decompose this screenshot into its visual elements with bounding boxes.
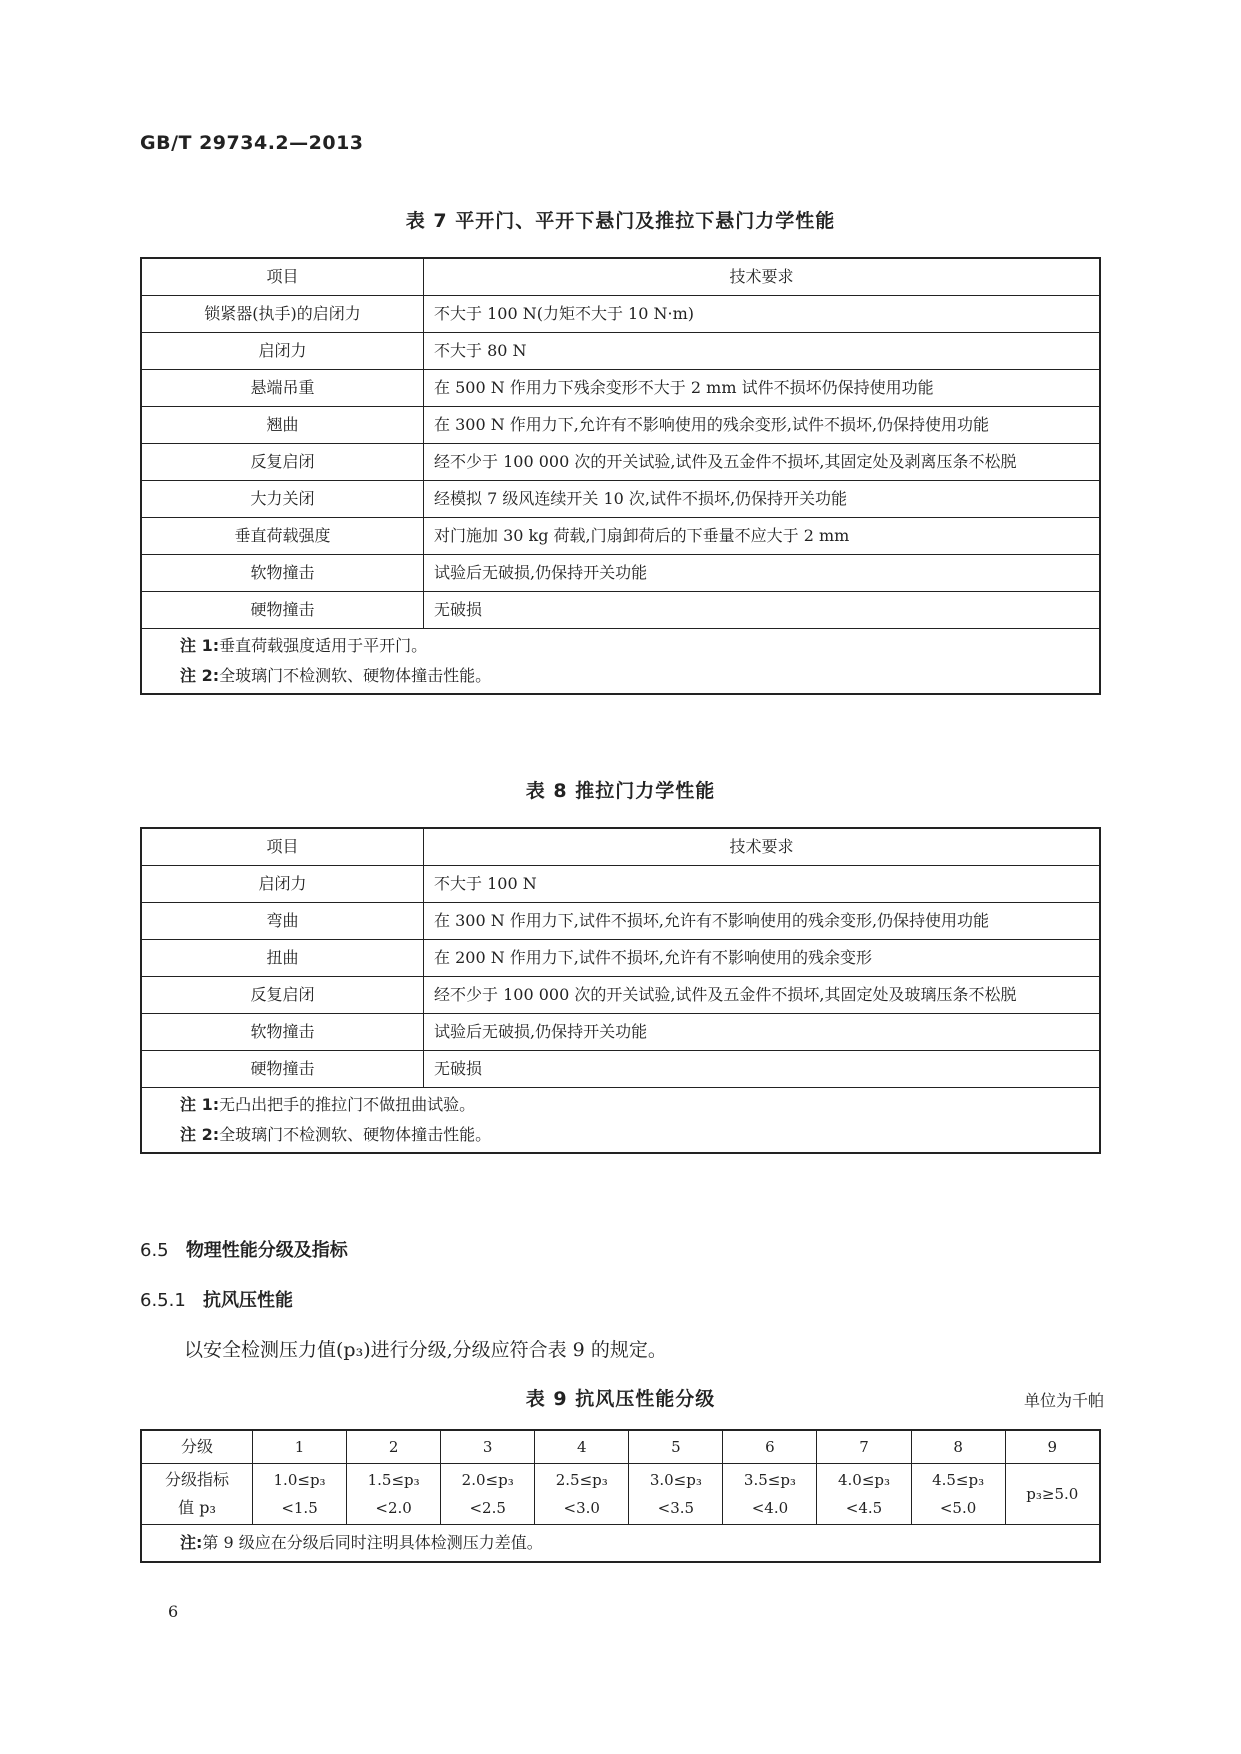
table-row: [141, 1430, 1100, 1464]
table7-req: 经模拟 7 级风连续开关 10 次,试件不损坏,仍保持开关功能: [424, 481, 1101, 518]
table8-col-item: 项目: [141, 828, 424, 866]
body-paragraph: 以安全检测压力值(p₃)进行分级,分级应符合表 9 的规定。: [184, 1339, 667, 1361]
table9-index-head: 分级指标 值 p₃: [141, 1464, 253, 1525]
table7-req: 对门施加 30 kg 荷载,门扇卸荷后的下垂量不应大于 2 mm: [424, 518, 1101, 555]
table9-grade: 3: [441, 1430, 535, 1464]
table-notes: [141, 629, 1100, 695]
table8-note-1: 注 1:无凸出把手的推拉门不做扭曲试验。: [180, 1095, 476, 1114]
doc-code: GB/T 29734.2—2013: [140, 132, 364, 154]
table7-item: 硬物撞击: [141, 592, 424, 629]
table-row: [141, 1464, 1100, 1525]
table9-grade: 1: [253, 1430, 347, 1464]
table9-grade: 8: [911, 1430, 1005, 1464]
table7-req: 无破损: [424, 592, 1101, 629]
table7-item: 启闭力: [141, 333, 424, 370]
table7-req: 在 500 N 作用力下残余变形不大于 2 mm 试件不损坏仍保持使用功能: [424, 370, 1101, 407]
table8: [140, 827, 1101, 1154]
table9-caption: 表 9 抗风压性能分级: [525, 1388, 716, 1410]
section-6-5-1-heading: 6.5.1 抗风压性能: [140, 1290, 293, 1311]
table7-col-req: 技术要求: [424, 258, 1101, 296]
table9-range: 3.5≤p₃ <4.0: [723, 1464, 817, 1525]
table7-col-item: 项目: [141, 258, 424, 296]
table7-item: 悬端吊重: [141, 370, 424, 407]
table7-item: 垂直荷载强度: [141, 518, 424, 555]
table9: [140, 1429, 1101, 1563]
table7-item: 反复启闭: [141, 444, 424, 481]
table7-note-1: 注 1:垂直荷载强度适用于平开门。: [180, 636, 428, 655]
table9-range: 2.0≤p₃ <2.5: [441, 1464, 535, 1525]
table9-range: 4.5≤p₃ <5.0: [911, 1464, 1005, 1525]
table8-item: 反复启闭: [141, 977, 424, 1014]
table7-item: 软物撞击: [141, 555, 424, 592]
table-row: [141, 977, 1100, 1014]
table7: [140, 257, 1101, 695]
table8-req: 经不少于 100 000 次的开关试验,试件及五金件不损坏,其固定处及玻璃压条不松脱: [424, 977, 1101, 1014]
table-row: [141, 296, 1100, 333]
table9-grade: 9: [1005, 1430, 1100, 1464]
table7-item: 翘曲: [141, 407, 424, 444]
table-row: [141, 940, 1100, 977]
table9-grade: 2: [347, 1430, 441, 1464]
table8-req: 不大于 100 N: [424, 866, 1101, 903]
page-number: 6: [168, 1602, 179, 1621]
table-row: [141, 1051, 1100, 1088]
table9-range: 1.0≤p₃ <1.5: [253, 1464, 347, 1525]
table8-item: 弯曲: [141, 903, 424, 940]
table8-item: 扭曲: [141, 940, 424, 977]
table7-req: 不大于 80 N: [424, 333, 1101, 370]
table9-grade: 5: [629, 1430, 723, 1464]
table9-range: 1.5≤p₃ <2.0: [347, 1464, 441, 1525]
table8-item: 硬物撞击: [141, 1051, 424, 1088]
table7-item: 大力关闭: [141, 481, 424, 518]
table8-item: 启闭力: [141, 866, 424, 903]
table9-range: p₃≥5.0: [1005, 1464, 1100, 1525]
table8-caption: 表 8 推拉门力学性能: [525, 780, 716, 802]
table-row: [141, 481, 1100, 518]
table-row: [141, 1014, 1100, 1051]
table9-range: 3.0≤p₃ <3.5: [629, 1464, 723, 1525]
table-row: [141, 407, 1100, 444]
table7-req: 经不少于 100 000 次的开关试验,试件及五金件不损坏,其固定处及剥离压条不松脱: [424, 444, 1101, 481]
table8-note-2: 注 2:全玻璃门不检测软、硬物体撞击性能。: [180, 1125, 492, 1144]
table9-grade: 7: [817, 1430, 911, 1464]
table7-req: 在 300 N 作用力下,允许有不影响使用的残余变形,试件不损坏,仍保持使用功能: [424, 407, 1101, 444]
table-notes: [141, 1525, 1100, 1563]
table7-note-2: 注 2:全玻璃门不检测软、硬物体撞击性能。: [180, 666, 492, 685]
table7-req: 试验后无破损,仍保持开关功能: [424, 555, 1101, 592]
table8-req: 试验后无破损,仍保持开关功能: [424, 1014, 1101, 1051]
table9-grade-head: 分级: [141, 1430, 253, 1464]
table-row: [141, 370, 1100, 407]
table-row: [141, 592, 1100, 629]
table7-caption: 表 7 平开门、平开下悬门及推拉下悬门力学性能: [405, 210, 836, 232]
table8-item: 软物撞击: [141, 1014, 424, 1051]
table-row: [141, 866, 1100, 903]
table7-req: 不大于 100 N(力矩不大于 10 N·m): [424, 296, 1101, 333]
table9-grade: 6: [723, 1430, 817, 1464]
table8-col-req: 技术要求: [424, 828, 1101, 866]
table8-req: 无破损: [424, 1051, 1101, 1088]
table7-item: 锁紧器(执手)的启闭力: [141, 296, 424, 333]
table9-unit: 单位为千帕: [1023, 1391, 1104, 1410]
table-row: [141, 518, 1100, 555]
table-row: [141, 444, 1100, 481]
table9-grade: 4: [535, 1430, 629, 1464]
table8-req: 在 200 N 作用力下,试件不损坏,允许有不影响使用的残余变形: [424, 940, 1101, 977]
table-row: [141, 555, 1100, 592]
table9-range: 2.5≤p₃ <3.0: [535, 1464, 629, 1525]
section-6-5-heading: 6.5 物理性能分级及指标: [140, 1240, 348, 1261]
table9-range: 4.0≤p₃ <4.5: [817, 1464, 911, 1525]
table-row: [141, 333, 1100, 370]
table8-req: 在 300 N 作用力下,试件不损坏,允许有不影响使用的残余变形,仍保持使用功能: [424, 903, 1101, 940]
table-notes: [141, 1088, 1100, 1154]
table9-note: 注:第 9 级应在分级后同时注明具体检测压力差值。: [141, 1525, 1100, 1563]
table-row: [141, 903, 1100, 940]
